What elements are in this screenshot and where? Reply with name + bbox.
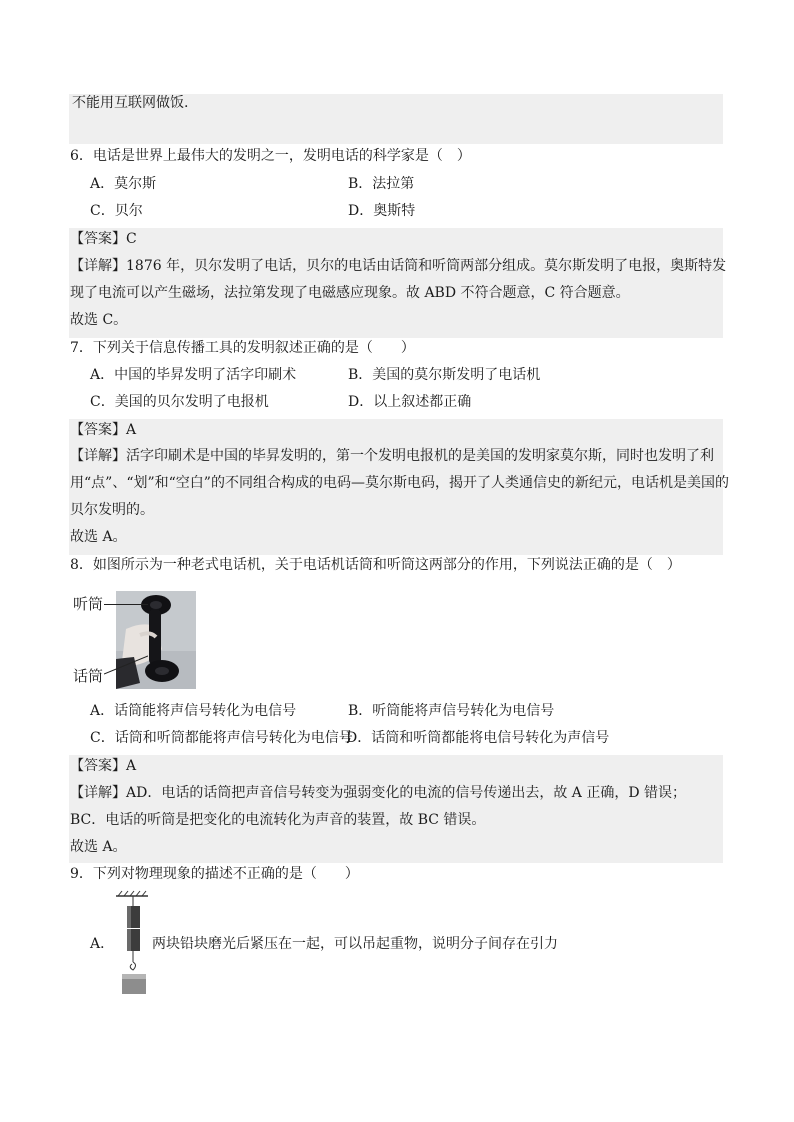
q8-option-c: C．话筒和听筒都能将声信号转化为电信号 [90, 730, 353, 746]
q8-option-a: A．话筒能将声信号转化为电信号 [90, 703, 297, 719]
q6-option-c: C．贝尔 [90, 203, 143, 219]
q9-stem: 9．下列对物理现象的描述不正确的是（ ） [70, 866, 359, 882]
q7-detail-line: 贝尔发明的。 [70, 502, 154, 518]
q6-detail-line: 现了电流可以产生磁场，法拉第发现了电磁感应现象。故 ABD 不符合题意，C 符合题意。 [70, 285, 630, 301]
q6-option-d: D．奥斯特 [348, 203, 416, 219]
q8-detail-line: BC．电话的听筒是把变化的电流转化为声音的装置，故 BC 错误。 [70, 812, 486, 828]
q8-conclusion: 故选 A。 [70, 839, 127, 855]
q8-option-d: D．话筒和听筒都能将电信号转化为声信号 [346, 730, 610, 746]
q9-option-a-text: 两块铅块磨光后紧压在一起，可以吊起重物，说明分子间存在引力 [152, 936, 558, 952]
q7-detail-line: 用“点”、“划”和“空白”的不同组合构成的电码—莫尔斯电码，揭开了人类通信史的新纪元，电话机是美国的 [70, 475, 729, 491]
q8-answer: 【答案】A [70, 758, 137, 774]
q6-stem: 6．电话是世界上最伟大的发明之一，发明电话的科学家是（ ） [70, 148, 471, 164]
prev-explanation-text: 不能用互联网做饭. [72, 95, 189, 111]
q8-solution-box [69, 755, 723, 863]
q6-option-a: A．莫尔斯 [90, 176, 157, 192]
earpiece-pointer-line [104, 604, 148, 605]
q9-option-a-letter: A． [90, 936, 115, 952]
earpiece-label: 听筒 [73, 595, 104, 613]
q8-stem: 8．如图所示为一种老式电话机，关于电话机话筒和听筒这两部分的作用，下列说法正确的是（ ） [70, 557, 681, 573]
lead-blocks-figure [114, 890, 150, 998]
q8-detail-line: 【详解】AD．电话的话筒把声音信号转变为强弱变化的电流的信号传递出去，故 A 正确，D 错误； [70, 785, 687, 801]
q8-option-b: B．听筒能将声信号转化为电信号 [348, 703, 555, 719]
q7-option-c: C．美国的贝尔发明了电报机 [90, 394, 269, 410]
q6-option-b: B．法拉第 [348, 176, 415, 192]
q7-stem: 7．下列关于信息传播工具的发明叙述正确的是（ ） [70, 340, 415, 356]
q7-answer: 【答案】A [70, 422, 137, 438]
q7-conclusion: 故选 A。 [70, 529, 127, 545]
q7-option-d: D．以上叙述都正确 [348, 394, 472, 410]
q7-option-a: A．中国的毕昇发明了活字印刷术 [90, 367, 297, 383]
mouthpiece-label: 话筒 [73, 667, 104, 685]
q7-detail-line: 【详解】活字印刷术是中国的毕昇发明的，第一个发明电报机的是美国的发明家莫尔斯，同时也发明了利 [70, 448, 714, 464]
q6-answer: 【答案】C [70, 231, 137, 247]
q7-option-b: B．美国的莫尔斯发明了电话机 [348, 367, 541, 383]
mouthpiece-pointer-line [104, 654, 148, 676]
q6-conclusion: 故选 C。 [70, 312, 128, 328]
q6-detail-line: 【详解】1876 年，贝尔发明了电话，贝尔的电话由话筒和听筒两部分组成。莫尔斯发明了电报，奥斯特发 [70, 258, 727, 274]
